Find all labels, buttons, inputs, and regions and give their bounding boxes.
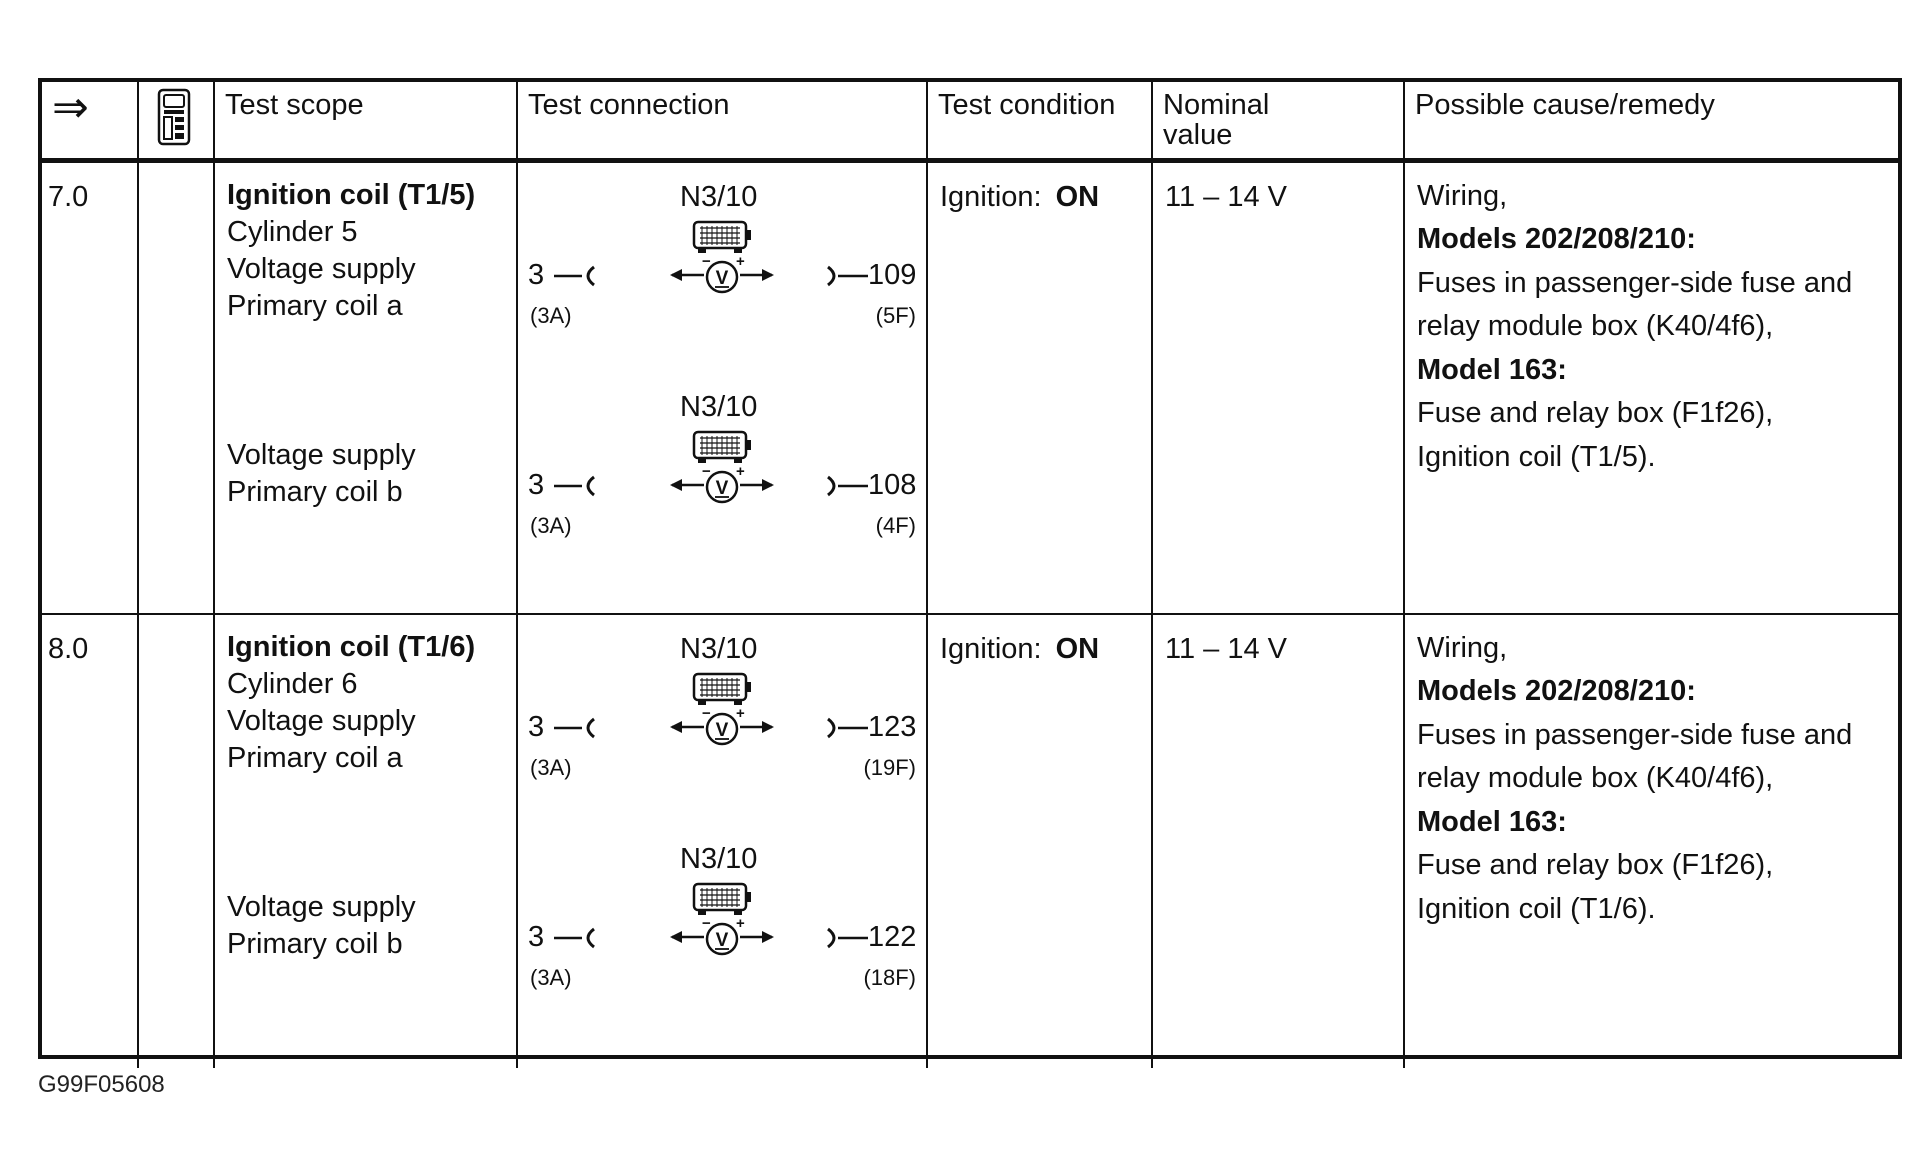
scope-b-line2: Primary coil b	[227, 475, 403, 508]
right-pin: 109	[868, 258, 917, 291]
multimeter-icon	[155, 88, 193, 146]
left-code: (3A)	[530, 512, 572, 538]
step-number: 7.0	[48, 180, 89, 213]
left-plug-icon	[554, 717, 598, 739]
cause-cell	[1404, 160, 1898, 614]
figure-code: G99F05608	[38, 1071, 165, 1098]
left-pin: 3	[528, 920, 545, 953]
nominal-value: 11 – 14 V	[1165, 180, 1288, 213]
nominal-value: 11 – 14 V	[1165, 632, 1288, 665]
cause-cell	[1404, 614, 1898, 1068]
arrow-icon: ⇒	[42, 82, 138, 160]
right-plug-icon	[824, 475, 868, 497]
step-cell	[42, 614, 138, 1068]
scope-b-line2: Primary coil b	[227, 927, 403, 960]
right-code: (19F)	[863, 754, 916, 780]
cause-line: Fuse and relay box (F1f26),	[1417, 397, 1774, 429]
scope-cylinder: Cylinder 6	[227, 667, 358, 700]
scope-title: Ignition coil (T1/5)	[227, 178, 476, 211]
tester-cell	[138, 160, 214, 614]
condition-value: ON	[1055, 632, 1100, 665]
condition-label: Ignition:	[940, 632, 1042, 665]
condition-cell	[927, 614, 1152, 1068]
table-row	[42, 614, 1898, 1068]
step-number: 8.0	[48, 632, 89, 665]
meter-plus: +	[736, 914, 745, 932]
connection-diagram	[518, 390, 926, 613]
scope-a-line1: Voltage supply	[227, 252, 416, 285]
cause-line: Ignition coil (T1/6).	[1417, 892, 1656, 925]
right-code: (5F)	[875, 302, 916, 328]
connection-diagram	[518, 629, 926, 847]
test-connection-header: Test connection	[517, 82, 927, 160]
cause-line: Fuse and relay box (F1f26),	[1417, 849, 1774, 881]
condition-label: Ignition:	[940, 180, 1042, 213]
voltmeter-symbol: V	[715, 929, 729, 951]
module-label: N3/10	[680, 390, 758, 423]
step-cell	[42, 160, 138, 614]
tester-column-header	[138, 82, 214, 160]
voltmeter-icon	[668, 253, 776, 297]
connection-cell	[517, 614, 927, 1068]
cause-line: Wiring,	[1417, 631, 1508, 664]
left-plug-icon	[554, 265, 598, 287]
cause-line: relay module box (K40/4f6),	[1417, 762, 1774, 794]
connection-diagram	[518, 842, 926, 1065]
voltmeter-symbol: V	[715, 267, 729, 289]
condition-value: ON	[1055, 180, 1100, 213]
cause-model: Model 163:	[1417, 353, 1567, 386]
module-label: N3/10	[680, 842, 758, 875]
right-plug-icon	[824, 927, 868, 949]
nominal-cell	[1152, 614, 1404, 1068]
nominal-value-header	[1152, 82, 1404, 160]
cause-line: relay module box (K40/4f6),	[1417, 310, 1774, 342]
right-pin: 108	[868, 468, 917, 501]
nominal-value-header-line2: value	[1163, 119, 1233, 152]
possible-cause-header: Possible cause/remedy	[1404, 82, 1898, 160]
connector-icon	[692, 219, 754, 255]
module-label: N3/10	[680, 180, 758, 213]
nominal-value-header-line1: Nominal	[1163, 89, 1270, 121]
scope-title: Ignition coil (T1/6)	[227, 630, 476, 663]
left-code: (3A)	[530, 964, 572, 990]
left-code: (3A)	[530, 302, 572, 328]
meter-minus: −	[702, 462, 711, 480]
cause-model: Model 163:	[1417, 805, 1567, 838]
connection-diagram	[518, 177, 926, 395]
voltmeter-icon	[668, 915, 776, 959]
right-pin: 123	[868, 710, 917, 743]
right-code: (4F)	[875, 512, 916, 538]
connection-cell	[517, 160, 927, 614]
connector-icon	[692, 671, 754, 707]
tester-cell	[138, 614, 214, 1068]
diagnostic-table-frame	[38, 78, 1902, 1059]
meter-minus: −	[702, 704, 711, 722]
voltmeter-symbol: V	[715, 477, 729, 499]
test-scope-header: Test scope	[214, 82, 517, 160]
connector-icon	[692, 429, 754, 465]
scope-a-line1: Voltage supply	[227, 704, 416, 737]
scope-cell	[214, 160, 517, 614]
voltmeter-icon	[668, 463, 776, 507]
left-pin: 3	[528, 710, 545, 743]
left-pin: 3	[528, 258, 545, 291]
right-plug-icon	[824, 717, 868, 739]
scope-b-line1: Voltage supply	[227, 438, 416, 471]
table-row	[42, 160, 1898, 614]
meter-minus: −	[702, 914, 711, 932]
nominal-cell	[1152, 160, 1404, 614]
right-plug-icon	[824, 265, 868, 287]
cause-line: Fuses in passenger-side fuse and	[1417, 718, 1853, 751]
connector-icon	[692, 881, 754, 917]
left-plug-icon	[554, 475, 598, 497]
table-header-row	[42, 82, 1898, 160]
right-code: (18F)	[863, 964, 916, 990]
left-code: (3A)	[530, 754, 572, 780]
scope-cell	[214, 614, 517, 1068]
voltmeter-icon	[668, 705, 776, 749]
voltmeter-symbol: V	[715, 719, 729, 741]
left-pin: 3	[528, 468, 545, 501]
condition-cell	[927, 160, 1152, 614]
scope-cylinder: Cylinder 5	[227, 215, 358, 248]
meter-plus: +	[736, 704, 745, 722]
meter-plus: +	[736, 252, 745, 270]
scope-a-line2: Primary coil a	[227, 741, 403, 774]
scope-b-line1: Voltage supply	[227, 890, 416, 923]
diagnostic-table	[42, 82, 1898, 1068]
module-label: N3/10	[680, 632, 758, 665]
left-plug-icon	[554, 927, 598, 949]
right-pin: 122	[868, 920, 917, 953]
meter-minus: −	[702, 252, 711, 270]
scope-a-line2: Primary coil a	[227, 289, 403, 322]
test-condition-header: Test condition	[927, 82, 1152, 160]
cause-line: Fuses in passenger-side fuse and	[1417, 266, 1853, 299]
meter-plus: +	[736, 462, 745, 480]
cause-line: Ignition coil (T1/5).	[1417, 440, 1656, 473]
cause-models: Models 202/208/210:	[1417, 675, 1696, 707]
cause-models: Models 202/208/210:	[1417, 223, 1696, 255]
cause-line: Wiring,	[1417, 179, 1508, 212]
